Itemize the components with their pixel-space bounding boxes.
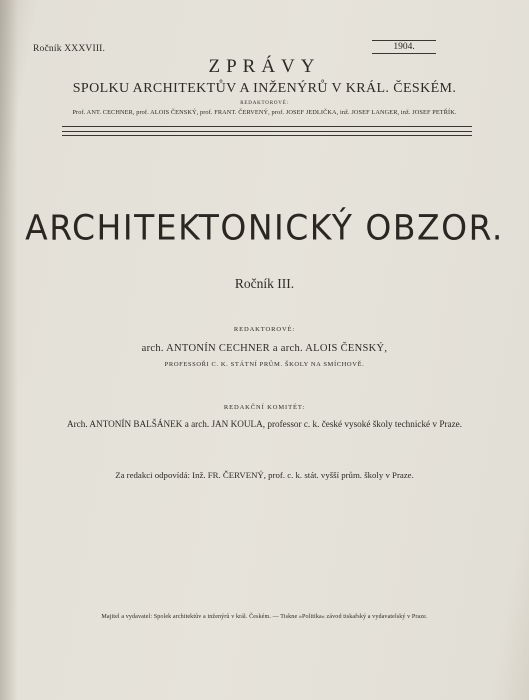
divider-rule xyxy=(62,135,472,136)
main-title: ARCHITEKTONICKÝ OBZOR. xyxy=(25,207,504,248)
publisher-footer: Majitel a vydavatel: Spolek architektův a inženýrů v král. Českém. — Tiskne »Politika« závod tiskařský a vydavatelský v Praze. xyxy=(101,614,428,620)
header-volume: Ročník XXXVIII. xyxy=(33,44,106,54)
responsible-editor: Za redakci odpovídá: Inž. FR. ČERVENÝ, prof. c. k. stát. vyšší prům. školy v Praze. xyxy=(115,470,414,480)
editors-label: REDAKTOROVÉ: xyxy=(233,326,296,333)
editors-role: PROFESSOŘI C. K. STÁTNÍ PRŮM. ŠKOLY NA SMÍCHOVĚ. xyxy=(164,361,365,368)
header-editors-label: REDAKTOROVÉ: xyxy=(240,101,289,106)
main-volume: Ročník III. xyxy=(234,276,295,291)
divider-rule xyxy=(62,131,472,132)
committee-names: Arch. ANTONÍN BALŠÁNEK a arch. JAN KOULA, professor c. k. české vysoké školy technické v Praze. xyxy=(66,419,463,429)
journal-title: ZPRÁVY xyxy=(208,56,321,77)
header-editors: Prof. ANT. CECHNER, prof. ALOIS ČENSKÝ, prof. FRANT. ČERVENÝ, prof. JOSEF JEDLIČKA, inž. JOSEF LANGER, inž. JOSEF PETŘÍK. xyxy=(72,109,457,116)
committee-label: REDAKČNÍ KOMITÉT: xyxy=(223,404,306,411)
editors-names: arch. ANTONÍN CECHNER a arch. ALOIS ČENSKÝ, xyxy=(141,343,388,354)
divider-rule xyxy=(62,126,472,127)
society-name: SPOLKU ARCHITEKTŮV A INŽENÝRŮ V KRÁL. ČESKÉM. xyxy=(72,81,457,96)
header-year: 1904. xyxy=(372,40,436,54)
